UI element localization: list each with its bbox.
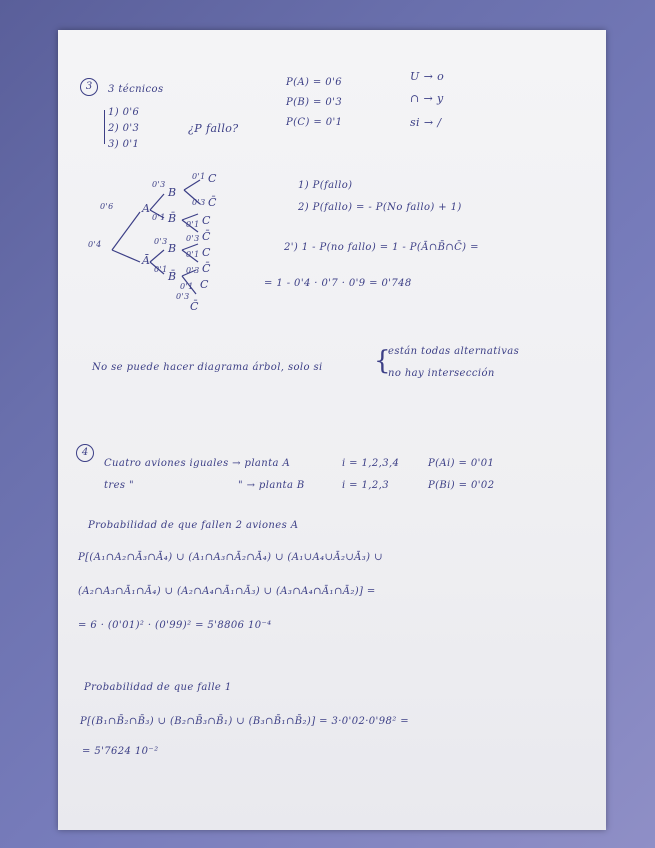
p4-prob-title-2: Probabilidad de que falle 1 bbox=[84, 682, 232, 693]
tree-node-bbar1: B̄ bbox=[168, 212, 177, 225]
tree-prob-a: 0'6 bbox=[100, 202, 114, 211]
problem-4-number: 4 bbox=[76, 444, 94, 462]
p4-eq3: = 6 · (0'01)² · (0'99)² = 5'8806 10⁻⁴ bbox=[78, 620, 272, 631]
tree-node-a: A bbox=[142, 202, 151, 215]
prob-b: P(B) = 0'3 bbox=[286, 97, 343, 108]
tree-note: No se puede hacer diagrama árbol, solo si bbox=[92, 362, 323, 373]
tree-node-cbar4: C̄ bbox=[190, 300, 199, 313]
tree-prob-cbar4: 0'3 bbox=[176, 292, 190, 301]
tree-prob-b2: 0'3 bbox=[154, 237, 168, 246]
tree-prob-cbar2: 0'3 bbox=[186, 234, 200, 243]
list-item-3: 3) 0'1 bbox=[108, 139, 140, 150]
tree-node-bbar2: B̄ bbox=[168, 270, 177, 283]
tree-node-b2: B bbox=[168, 242, 177, 255]
tree-prob-b1: 0'3 bbox=[152, 180, 166, 189]
p4-eq5: = 5'7624 10⁻² bbox=[82, 746, 159, 757]
prob-a: P(A) = 0'6 bbox=[286, 77, 342, 88]
list-item-2: 2) 0'3 bbox=[108, 123, 140, 134]
note-cond-2: no hay intersección bbox=[388, 368, 495, 379]
tree-node-cbar2: C̄ bbox=[202, 230, 211, 243]
step-1: 1) P(fallo) bbox=[298, 180, 353, 191]
tree-node-cbar3: C̄ bbox=[202, 262, 211, 275]
notebook-page bbox=[58, 30, 606, 830]
p4-line1: Cuatro aviones iguales → planta A bbox=[104, 458, 291, 469]
p4-line1-prob: P(Ai) = 0'01 bbox=[428, 458, 495, 469]
tree-node-cbar1: C̄ bbox=[208, 196, 217, 209]
list-brace bbox=[104, 110, 105, 144]
question: ¿P fallo? bbox=[188, 122, 239, 135]
p4-line2-prob: P(Bi) = 0'02 bbox=[428, 480, 495, 491]
p4-line2-arrow: " → planta B bbox=[238, 480, 305, 491]
tree-prob-c4: 0'1 bbox=[180, 282, 194, 291]
prob-c: P(C) = 0'1 bbox=[286, 117, 343, 128]
op-conditional: si → / bbox=[410, 116, 442, 129]
tree-prob-cbar1: 0'3 bbox=[192, 198, 206, 207]
op-intersection: ∩ → y bbox=[410, 92, 444, 105]
step-3: 2') 1 - P(no fallo) = 1 - P(Ā∩B̄∩C̄) = bbox=[284, 242, 479, 253]
tree-prob-c1: 0'1 bbox=[192, 172, 206, 181]
problem-3-intro: 3 técnicos bbox=[108, 84, 164, 95]
p4-prob-title: Probabilidad de que fallen 2 aviones A bbox=[88, 520, 299, 531]
tree-node-abar: Ā bbox=[142, 254, 151, 267]
tree-prob-abar: 0'4 bbox=[88, 240, 102, 249]
problem-3-number: 3 bbox=[80, 78, 98, 96]
op-union: U → o bbox=[410, 70, 445, 83]
tree-node-c3: C bbox=[202, 246, 211, 259]
step-4: = 1 - 0'4 · 0'7 · 0'9 = 0'748 bbox=[264, 278, 412, 289]
tree-node-b1: B bbox=[168, 186, 177, 199]
p4-line1-index: i = 1,2,3,4 bbox=[342, 458, 400, 469]
tree-prob-c2: 0'1 bbox=[186, 220, 200, 229]
tree-prob-c3: 0'1 bbox=[186, 250, 200, 259]
tree-node-c4: C bbox=[200, 278, 209, 291]
note-brace: { bbox=[374, 346, 391, 376]
tree-node-c2: C bbox=[202, 214, 211, 227]
p4-eq4: P[(B₁∩B̄₂∩B̄₃) ∪ (B₂∩B̄₃∩B̄₁) ∪ (B₃∩B̄₁∩B̄₂)] = 3·0'02·0'98² = bbox=[80, 716, 409, 727]
tree-node-c1: C bbox=[208, 172, 217, 185]
tree-prob-bbar2: 0'1 bbox=[154, 265, 168, 274]
list-item-1: 1) 0'6 bbox=[108, 107, 140, 118]
p4-line2: tres " bbox=[104, 480, 135, 491]
p4-eq1: P[(A₁∩A₂∩Ā₃∩Ā₄) ∪ (A₁∩A₃∩Ā₂∩Ā₄) ∪ (A₁∪A₄∪Ā₂∪Ā₃) ∪ bbox=[78, 552, 383, 563]
p4-eq2: (A₂∩A₃∩Ā₁∩Ā₄) ∪ (A₂∩A₄∩Ā₁∩Ā₃) ∪ (A₃∩A₄∩Ā₁∩Ā₂)] = bbox=[78, 586, 376, 597]
tree-prob-bbar1: 0'1 bbox=[152, 213, 166, 222]
step-2: 2) P(fallo) = - P(No fallo) + 1) bbox=[298, 202, 462, 213]
tree-prob-cbar3: 0'3 bbox=[186, 266, 200, 275]
p4-line2-index: i = 1,2,3 bbox=[342, 480, 389, 491]
note-cond-1: están todas alternativas bbox=[388, 346, 520, 357]
